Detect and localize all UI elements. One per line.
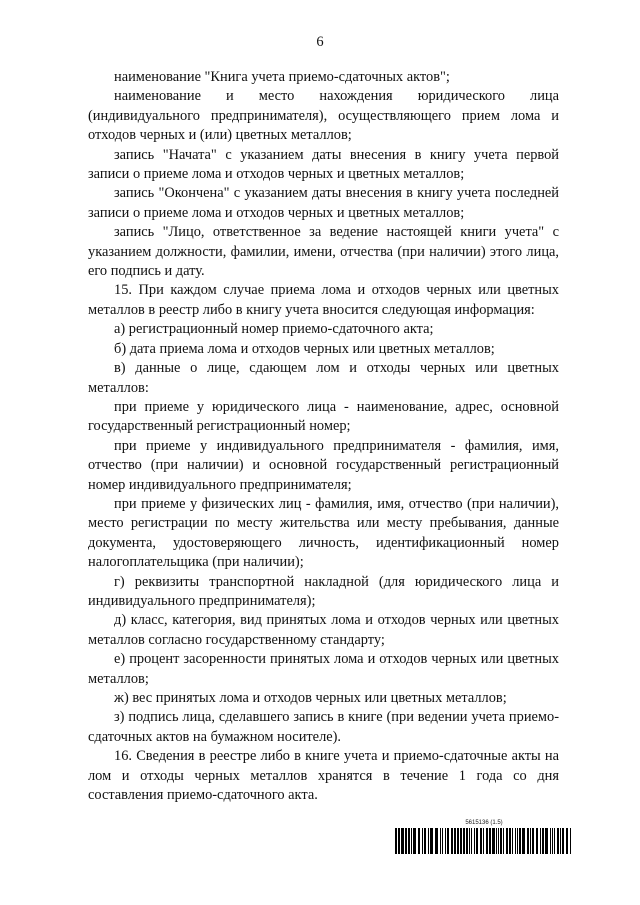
paragraph: запись "Начата" с указанием даты внесения в книгу учета первой записи о приеме лома и отходов черных и цветных металлов; (88, 146, 559, 183)
paragraph: ж) вес принятых лома и отходов черных или цветных металлов; (114, 690, 507, 706)
paragraph: при приеме у физических лиц - фамилия, имя, отчество (при наличии), место регистрации по месту жительства или месту пребывания, данные документа, удостоверяющего личность, идентификационный номер налогоплательщика (при наличии); (88, 495, 559, 571)
paragraph: при приеме у юридического лица - наименование, адрес, основной государственный регистрационный номер; (88, 398, 559, 435)
paragraph: 15. При каждом случае приема лома и отходов черных или цветных металлов в реестр либо в книгу учета вносится следующая информация: (88, 282, 559, 318)
paragraph: запись "Лицо, ответственное за ведение настоящей книги учета" с указанием должности, фамилии, имени, отчества (при наличии) этого лица, его подпись и дату. (88, 224, 559, 280)
page-number: 6 (316, 34, 324, 50)
document-body (88, 68, 559, 805)
document-code: 5615136 (1.5) (465, 820, 503, 826)
paragraph: наименование "Книга учета приемо-сдаточных актов"; (114, 69, 450, 85)
paragraph: 16. Сведения в реестре либо в книге учета и приемо-сдаточные акты на лом и отходы черных металлов хранятся в течение 1 года со дня составления приемо-сдаточного акта. (88, 748, 559, 804)
paragraph: при приеме у индивидуального предпринимателя - фамилия, имя, отчество (при наличии) и основной государственный регистрационный номер индивидуального предпринимателя; (88, 437, 559, 493)
paragraph: а) регистрационный номер приемо-сдаточного акта; (114, 321, 434, 338)
document-footer (395, 820, 573, 854)
paragraph: д) класс, категория, вид принятых лома и отходов черных или цветных металлов согласно государственному стандарту; (88, 612, 559, 648)
paragraph: е) процент засоренности принятых лома и отходов черных или цветных металлов; (88, 651, 559, 687)
paragraph: запись "Окончена" с указанием даты внесения в книгу учета последней записи о приеме лома и отходов черных и цветных металлов; (88, 185, 559, 221)
barcode-icon (395, 828, 573, 854)
paragraph: з) подпись лица, сделавшего запись в книге (при ведении учета приемо-сдаточных актов на бумажном носителе). (88, 709, 559, 745)
paragraph: г) реквизиты транспортной накладной (для юридического лица и индивидуального предпринимателя); (88, 573, 559, 609)
paragraph: б) дата приема лома и отходов черных или цветных металлов; (114, 340, 495, 357)
paragraph: в) данные о лице, сдающем лом и отходы черных или цветных металлов: (88, 360, 559, 396)
paragraph: наименование и место нахождения юридического лица (индивидуального предпринимателя), осуществляющего прием лома и отходов черных и (или) цветных металлов; (88, 88, 559, 144)
